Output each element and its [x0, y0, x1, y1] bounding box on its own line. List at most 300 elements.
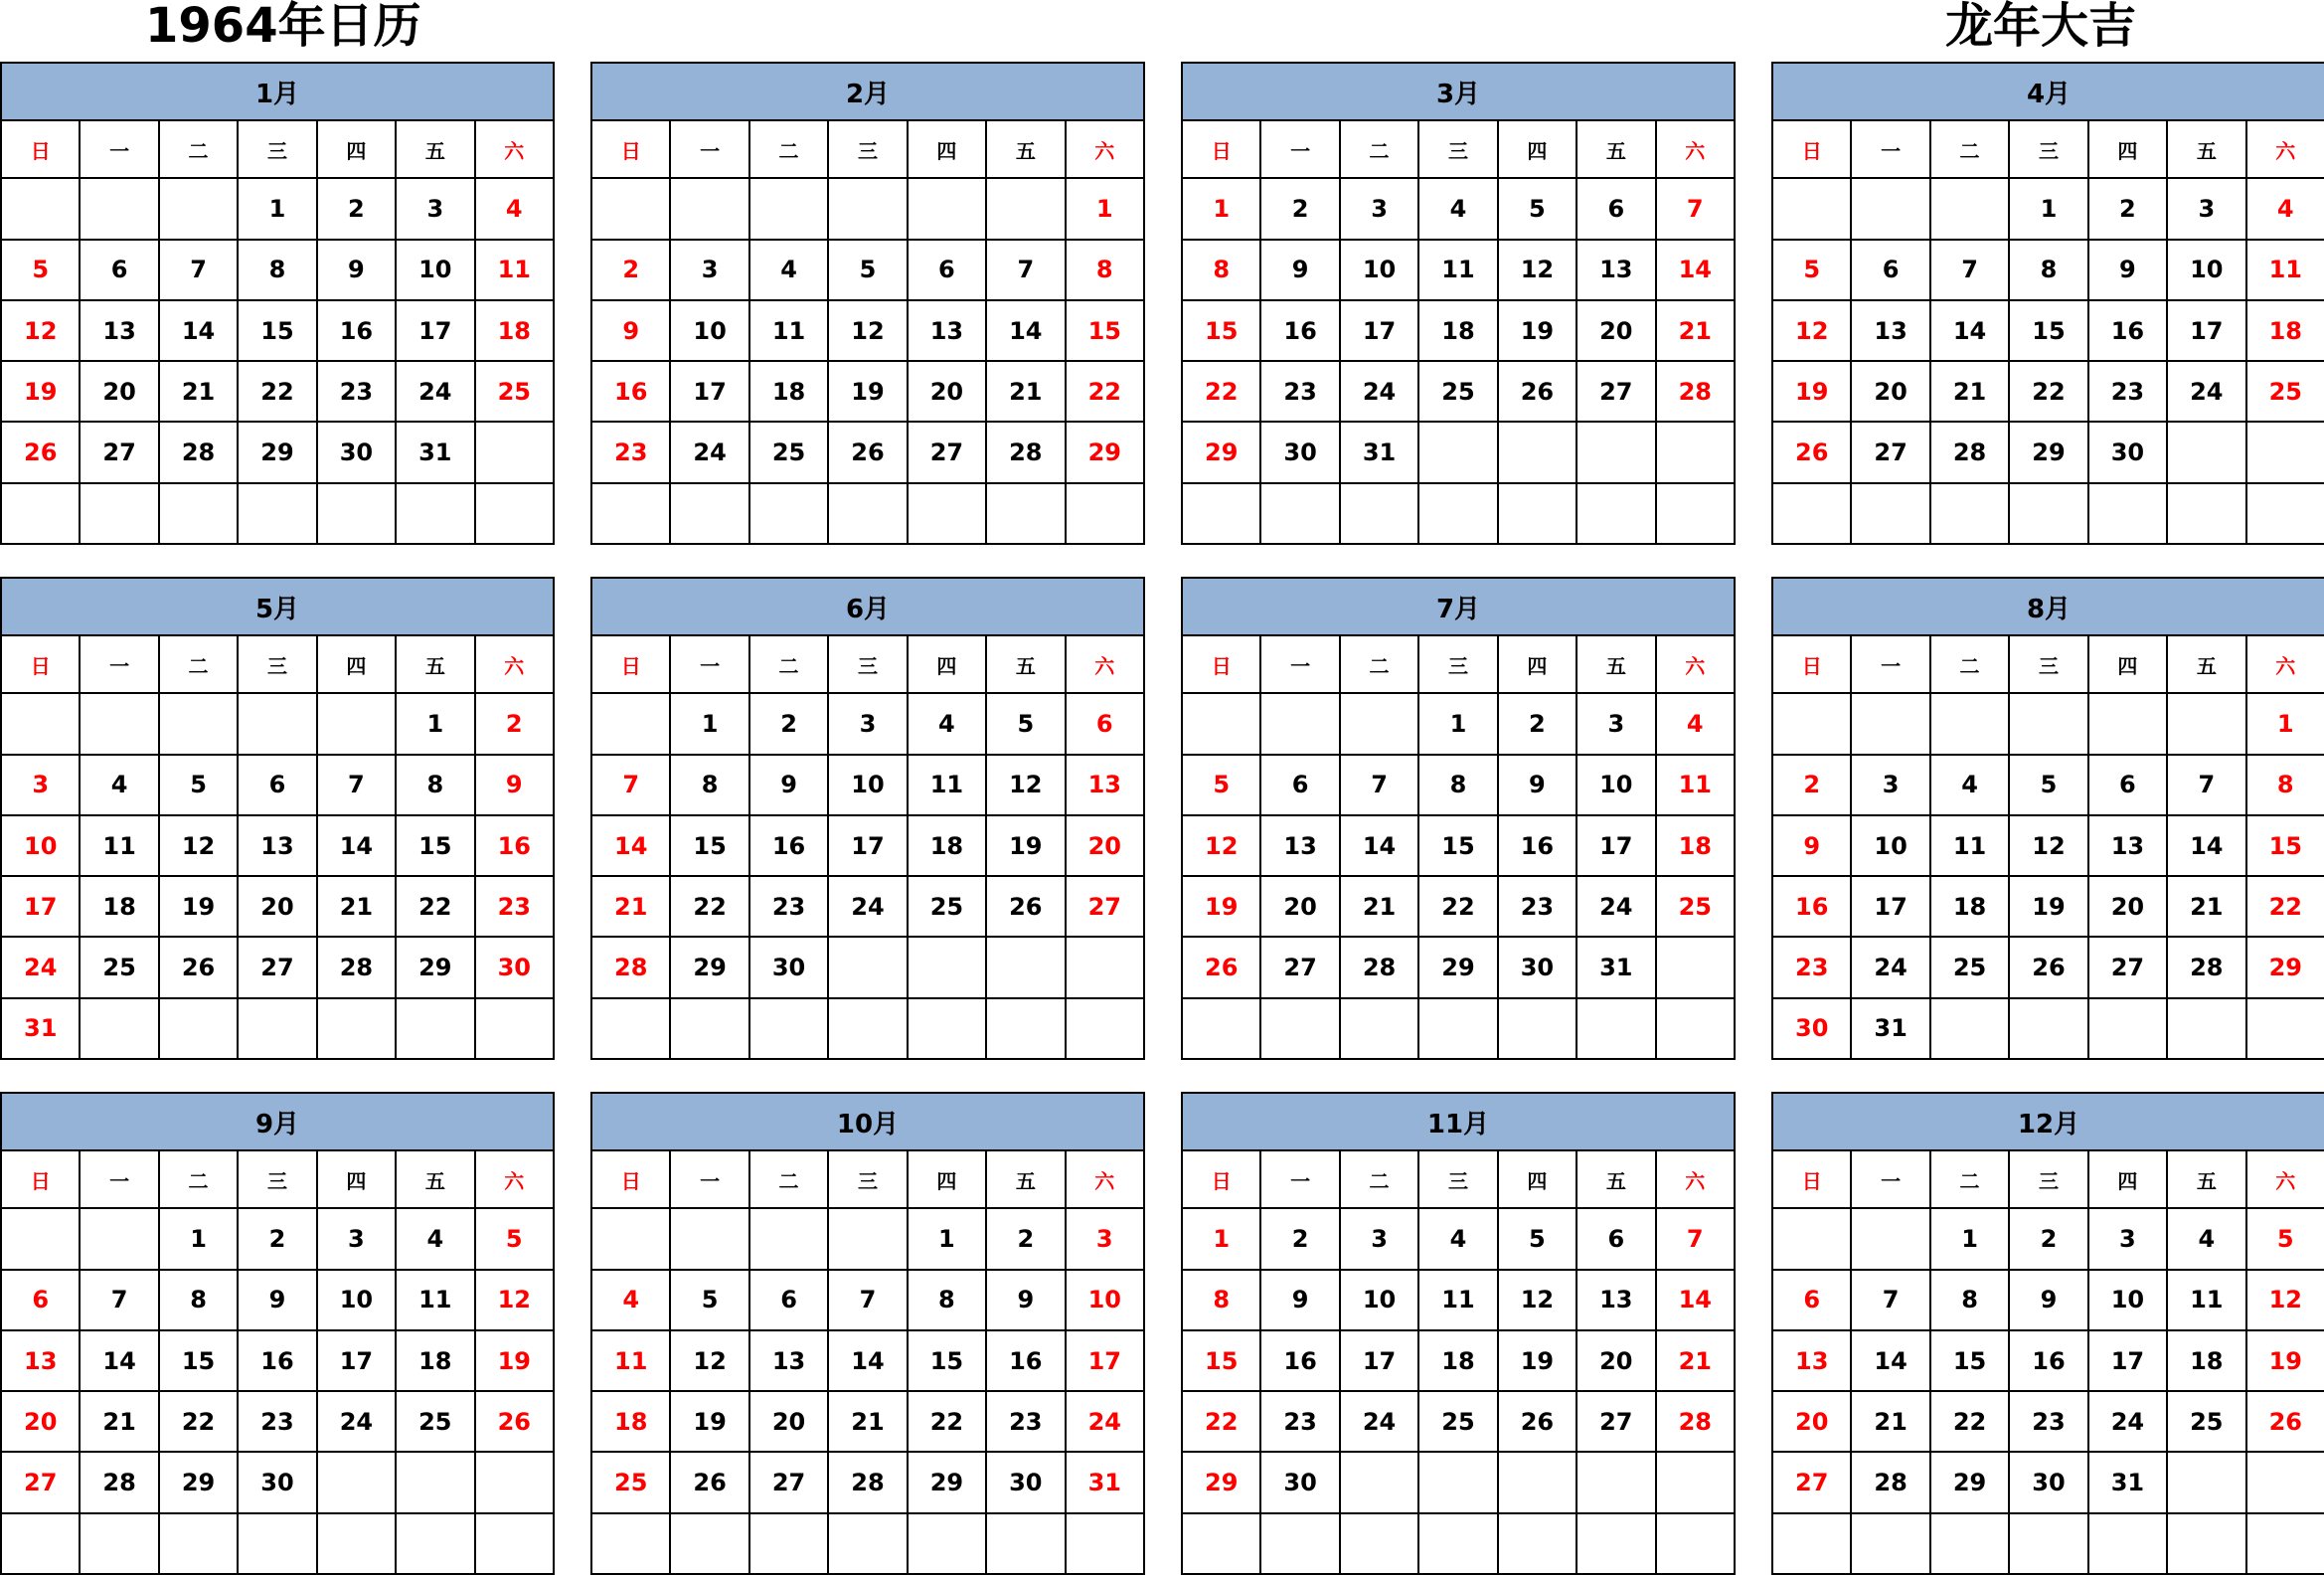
- day-cell: 17: [1577, 815, 1655, 876]
- weekday-label: 三: [828, 120, 907, 178]
- empty-cell: [1498, 483, 1577, 544]
- day-cell: 28: [317, 937, 396, 997]
- empty-cell: [1182, 998, 1260, 1059]
- day-cell: 7: [828, 1270, 907, 1330]
- day-cell: 18: [591, 1391, 670, 1452]
- empty-cell: [1182, 1513, 1260, 1574]
- empty-cell: [1260, 693, 1339, 754]
- day-cell: 1: [1182, 1208, 1260, 1269]
- weekday-label: 六: [1066, 1150, 1144, 1208]
- day-cell: 25: [749, 422, 828, 482]
- day-cell: 24: [396, 361, 474, 422]
- day-cell: 10: [317, 1270, 396, 1330]
- day-cell: 5: [1182, 755, 1260, 815]
- weekday-label: 三: [238, 635, 316, 693]
- day-cell: 24: [1577, 876, 1655, 937]
- empty-cell: [591, 1513, 670, 1574]
- weekday-label: 四: [1498, 635, 1577, 693]
- empty-cell: [238, 483, 316, 544]
- weekday-label: 四: [908, 120, 986, 178]
- day-cell: 20: [1577, 1330, 1655, 1391]
- day-cell: 20: [1066, 815, 1144, 876]
- day-cell: 4: [1418, 178, 1497, 239]
- day-cell: 9: [1498, 755, 1577, 815]
- day-cell: 28: [80, 1452, 158, 1512]
- empty-cell: [80, 483, 158, 544]
- day-cell: 30: [986, 1452, 1065, 1512]
- day-cell: 21: [159, 361, 238, 422]
- empty-cell: [1260, 1513, 1339, 1574]
- day-cell: 13: [238, 815, 316, 876]
- day-cell: 6: [1772, 1270, 1851, 1330]
- weekday-label: 一: [80, 635, 158, 693]
- day-cell: 24: [1340, 1391, 1418, 1452]
- weekday-label: 二: [159, 120, 238, 178]
- empty-cell: [908, 998, 986, 1059]
- empty-cell: [2009, 483, 2087, 544]
- empty-cell: [1, 483, 80, 544]
- day-cell: 22: [1418, 876, 1497, 937]
- day-cell: 21: [1656, 1330, 1735, 1391]
- empty-cell: [1066, 998, 1144, 1059]
- day-cell: 14: [1656, 240, 1735, 300]
- day-cell: 2: [1498, 693, 1577, 754]
- day-cell: 10: [828, 755, 907, 815]
- weekday-label: 二: [159, 635, 238, 693]
- empty-cell: [159, 693, 238, 754]
- empty-cell: [1, 693, 80, 754]
- weekday-label: 三: [2009, 1150, 2087, 1208]
- day-cell: 22: [2246, 876, 2324, 937]
- day-cell: 27: [749, 1452, 828, 1512]
- day-cell: 26: [1772, 422, 1851, 482]
- day-cell: 16: [1260, 300, 1339, 361]
- day-cell: 14: [1656, 1270, 1735, 1330]
- day-cell: 10: [1340, 240, 1418, 300]
- day-cell: 8: [2009, 240, 2087, 300]
- day-cell: 6: [2088, 755, 2167, 815]
- empty-cell: [749, 178, 828, 239]
- day-cell: 3: [1066, 1208, 1144, 1269]
- empty-cell: [1066, 483, 1144, 544]
- day-cell: 1: [1182, 178, 1260, 239]
- empty-cell: [2088, 998, 2167, 1059]
- day-cell: 29: [908, 1452, 986, 1512]
- empty-cell: [475, 483, 554, 544]
- day-cell: 4: [2246, 178, 2324, 239]
- month-header: 9月: [1, 1093, 554, 1150]
- weekday-label: 日: [1, 1150, 80, 1208]
- day-cell: 18: [396, 1330, 474, 1391]
- day-cell: 21: [1851, 1391, 1929, 1452]
- empty-cell: [317, 693, 396, 754]
- day-cell: 30: [1260, 422, 1339, 482]
- day-cell: 14: [2167, 815, 2245, 876]
- empty-cell: [1340, 483, 1418, 544]
- day-cell: 18: [1930, 876, 2009, 937]
- day-cell: 28: [591, 937, 670, 997]
- day-cell: 8: [2246, 755, 2324, 815]
- day-cell: 5: [1772, 240, 1851, 300]
- day-cell: 14: [591, 815, 670, 876]
- month-calendar: [0, 577, 555, 1060]
- day-cell: 27: [1577, 1391, 1655, 1452]
- day-cell: 4: [2167, 1208, 2245, 1269]
- day-cell: 17: [1, 876, 80, 937]
- day-cell: 7: [986, 240, 1065, 300]
- day-cell: 20: [1, 1391, 80, 1452]
- empty-cell: [2167, 998, 2245, 1059]
- empty-cell: [828, 998, 907, 1059]
- day-cell: 26: [475, 1391, 554, 1452]
- day-cell: 22: [908, 1391, 986, 1452]
- empty-cell: [749, 483, 828, 544]
- empty-cell: [1656, 483, 1735, 544]
- empty-cell: [591, 998, 670, 1059]
- day-cell: 9: [1772, 815, 1851, 876]
- day-cell: 6: [1260, 755, 1339, 815]
- page-title: 1964年日历: [145, 0, 421, 54]
- day-cell: 7: [1851, 1270, 1929, 1330]
- day-cell: 20: [1260, 876, 1339, 937]
- day-cell: 16: [591, 361, 670, 422]
- day-cell: 23: [749, 876, 828, 937]
- month-calendar: [0, 62, 555, 545]
- day-cell: 24: [670, 422, 748, 482]
- day-cell: 20: [2088, 876, 2167, 937]
- day-cell: 9: [475, 755, 554, 815]
- day-cell: 1: [2009, 178, 2087, 239]
- day-cell: 3: [317, 1208, 396, 1269]
- day-cell: 4: [475, 178, 554, 239]
- empty-cell: [1851, 483, 1929, 544]
- day-cell: 10: [2167, 240, 2245, 300]
- empty-cell: [986, 483, 1065, 544]
- day-cell: 24: [1340, 361, 1418, 422]
- empty-cell: [2167, 693, 2245, 754]
- weekday-label: 日: [1182, 635, 1260, 693]
- month-calendar: [590, 577, 1145, 1060]
- day-cell: 25: [1418, 1391, 1497, 1452]
- day-cell: 24: [2088, 1391, 2167, 1452]
- empty-cell: [1066, 1513, 1144, 1574]
- day-cell: 30: [749, 937, 828, 997]
- day-cell: 19: [475, 1330, 554, 1391]
- empty-cell: [1577, 1513, 1655, 1574]
- day-cell: 21: [317, 876, 396, 937]
- day-cell: 2: [1260, 1208, 1339, 1269]
- day-cell: 6: [1, 1270, 80, 1330]
- day-cell: 15: [159, 1330, 238, 1391]
- day-cell: 1: [159, 1208, 238, 1269]
- empty-cell: [2246, 483, 2324, 544]
- day-cell: 11: [475, 240, 554, 300]
- day-cell: 13: [1260, 815, 1339, 876]
- weekday-label: 日: [1772, 120, 1851, 178]
- empty-cell: [2088, 693, 2167, 754]
- empty-cell: [159, 483, 238, 544]
- day-cell: 25: [908, 876, 986, 937]
- day-cell: 9: [2009, 1270, 2087, 1330]
- weekday-label: 日: [1, 120, 80, 178]
- day-cell: 7: [591, 755, 670, 815]
- weekday-label: 六: [475, 1150, 554, 1208]
- day-cell: 23: [317, 361, 396, 422]
- day-cell: 2: [475, 693, 554, 754]
- empty-cell: [908, 937, 986, 997]
- day-cell: 31: [1, 998, 80, 1059]
- day-cell: 3: [1340, 178, 1418, 239]
- day-cell: 17: [396, 300, 474, 361]
- empty-cell: [1, 178, 80, 239]
- day-cell: 8: [1418, 755, 1497, 815]
- empty-cell: [1930, 998, 2009, 1059]
- empty-cell: [591, 1208, 670, 1269]
- weekday-label: 三: [828, 635, 907, 693]
- empty-cell: [1851, 178, 1929, 239]
- day-cell: 13: [1772, 1330, 1851, 1391]
- day-cell: 13: [1577, 1270, 1655, 1330]
- day-cell: 10: [1851, 815, 1929, 876]
- weekday-label: 六: [2246, 635, 2324, 693]
- day-cell: 11: [908, 755, 986, 815]
- day-cell: 15: [1182, 300, 1260, 361]
- day-cell: 25: [1656, 876, 1735, 937]
- weekday-label: 一: [80, 120, 158, 178]
- weekday-label: 二: [1340, 635, 1418, 693]
- empty-cell: [986, 1513, 1065, 1574]
- day-cell: 5: [475, 1208, 554, 1269]
- day-cell: 11: [1656, 755, 1735, 815]
- day-cell: 26: [986, 876, 1065, 937]
- day-cell: 8: [396, 755, 474, 815]
- day-cell: 12: [986, 755, 1065, 815]
- day-cell: 20: [80, 361, 158, 422]
- day-cell: 23: [475, 876, 554, 937]
- day-cell: 20: [749, 1391, 828, 1452]
- day-cell: 12: [670, 1330, 748, 1391]
- day-cell: 30: [317, 422, 396, 482]
- day-cell: 12: [2009, 815, 2087, 876]
- day-cell: 6: [1577, 178, 1655, 239]
- day-cell: 11: [749, 300, 828, 361]
- empty-cell: [2246, 422, 2324, 482]
- weekday-label: 五: [2167, 635, 2245, 693]
- day-cell: 27: [238, 937, 316, 997]
- empty-cell: [2167, 422, 2245, 482]
- day-cell: 15: [1418, 815, 1497, 876]
- day-cell: 14: [1851, 1330, 1929, 1391]
- day-cell: 27: [2088, 937, 2167, 997]
- day-cell: 16: [749, 815, 828, 876]
- empty-cell: [159, 1513, 238, 1574]
- day-cell: 12: [159, 815, 238, 876]
- weekday-label: 一: [670, 635, 748, 693]
- weekday-label: 五: [396, 1150, 474, 1208]
- empty-cell: [1930, 483, 2009, 544]
- day-cell: 29: [1930, 1452, 2009, 1512]
- day-cell: 29: [1182, 1452, 1260, 1512]
- day-cell: 8: [159, 1270, 238, 1330]
- empty-cell: [1498, 1452, 1577, 1512]
- empty-cell: [80, 178, 158, 239]
- day-cell: 24: [317, 1391, 396, 1452]
- empty-cell: [317, 998, 396, 1059]
- day-cell: 3: [670, 240, 748, 300]
- day-cell: 29: [670, 937, 748, 997]
- day-cell: 19: [1182, 876, 1260, 937]
- weekday-label: 五: [986, 635, 1065, 693]
- month-calendar: [1771, 62, 2324, 545]
- day-cell: 11: [591, 1330, 670, 1391]
- day-cell: 10: [1, 815, 80, 876]
- day-cell: 3: [828, 693, 907, 754]
- weekday-label: 日: [1182, 120, 1260, 178]
- weekday-label: 日: [591, 1150, 670, 1208]
- weekday-label: 五: [2167, 120, 2245, 178]
- day-cell: 15: [2009, 300, 2087, 361]
- day-cell: 26: [2246, 1391, 2324, 1452]
- day-cell: 20: [238, 876, 316, 937]
- empty-cell: [1656, 1513, 1735, 1574]
- day-cell: 30: [2088, 422, 2167, 482]
- empty-cell: [749, 1208, 828, 1269]
- day-cell: 17: [828, 815, 907, 876]
- weekday-label: 三: [828, 1150, 907, 1208]
- weekday-label: 三: [1418, 120, 1497, 178]
- weekday-label: 三: [238, 1150, 316, 1208]
- empty-cell: [317, 1513, 396, 1574]
- day-cell: 18: [1418, 300, 1497, 361]
- day-cell: 19: [159, 876, 238, 937]
- empty-cell: [80, 1513, 158, 1574]
- month-header: 8月: [1772, 578, 2324, 635]
- weekday-label: 一: [1851, 1150, 1929, 1208]
- empty-cell: [908, 178, 986, 239]
- day-cell: 6: [80, 240, 158, 300]
- day-cell: 17: [1066, 1330, 1144, 1391]
- empty-cell: [1930, 1513, 2009, 1574]
- day-cell: 17: [1340, 300, 1418, 361]
- day-cell: 1: [1066, 178, 1144, 239]
- day-cell: 10: [2088, 1270, 2167, 1330]
- day-cell: 16: [1260, 1330, 1339, 1391]
- empty-cell: [749, 998, 828, 1059]
- day-cell: 28: [1930, 422, 2009, 482]
- month-calendar: [1181, 62, 1736, 545]
- day-cell: 5: [1498, 1208, 1577, 1269]
- day-cell: 18: [80, 876, 158, 937]
- empty-cell: [828, 178, 907, 239]
- empty-cell: [749, 1513, 828, 1574]
- day-cell: 1: [1930, 1208, 2009, 1269]
- day-cell: 3: [1851, 755, 1929, 815]
- month-calendar: [590, 1092, 1145, 1575]
- day-cell: 8: [238, 240, 316, 300]
- day-cell: 9: [591, 300, 670, 361]
- day-cell: 18: [1656, 815, 1735, 876]
- day-cell: 22: [238, 361, 316, 422]
- day-cell: 5: [159, 755, 238, 815]
- empty-cell: [986, 178, 1065, 239]
- weekday-label: 二: [159, 1150, 238, 1208]
- day-cell: 31: [1340, 422, 1418, 482]
- empty-cell: [1, 1208, 80, 1269]
- day-cell: 10: [1066, 1270, 1144, 1330]
- day-cell: 23: [2009, 1391, 2087, 1452]
- day-cell: 14: [1930, 300, 2009, 361]
- weekday-label: 五: [986, 1150, 1065, 1208]
- empty-cell: [1930, 178, 2009, 239]
- day-cell: 29: [238, 422, 316, 482]
- weekday-label: 六: [1656, 635, 1735, 693]
- empty-cell: [986, 998, 1065, 1059]
- day-cell: 13: [1577, 240, 1655, 300]
- day-cell: 30: [238, 1452, 316, 1512]
- weekday-label: 一: [80, 1150, 158, 1208]
- weekday-label: 五: [986, 120, 1065, 178]
- day-cell: 1: [238, 178, 316, 239]
- empty-cell: [1182, 693, 1260, 754]
- day-cell: 31: [2088, 1452, 2167, 1512]
- empty-cell: [317, 483, 396, 544]
- day-cell: 11: [1930, 815, 2009, 876]
- day-cell: 29: [1418, 937, 1497, 997]
- day-cell: 14: [80, 1330, 158, 1391]
- empty-cell: [1577, 422, 1655, 482]
- day-cell: 28: [1656, 1391, 1735, 1452]
- day-cell: 13: [749, 1330, 828, 1391]
- weekday-label: 四: [908, 1150, 986, 1208]
- day-cell: 5: [1498, 178, 1577, 239]
- day-cell: 6: [1066, 693, 1144, 754]
- day-cell: 19: [2246, 1330, 2324, 1391]
- day-cell: 3: [1577, 693, 1655, 754]
- day-cell: 12: [2246, 1270, 2324, 1330]
- empty-cell: [1656, 937, 1735, 997]
- empty-cell: [396, 998, 474, 1059]
- day-cell: 25: [2246, 361, 2324, 422]
- day-cell: 4: [396, 1208, 474, 1269]
- day-cell: 13: [1, 1330, 80, 1391]
- empty-cell: [1260, 998, 1339, 1059]
- day-cell: 2: [1772, 755, 1851, 815]
- empty-cell: [1772, 483, 1851, 544]
- day-cell: 6: [908, 240, 986, 300]
- day-cell: 23: [1260, 1391, 1339, 1452]
- day-cell: 8: [1182, 240, 1260, 300]
- weekday-label: 二: [749, 120, 828, 178]
- empty-cell: [475, 422, 554, 482]
- day-cell: 12: [828, 300, 907, 361]
- empty-cell: [1498, 998, 1577, 1059]
- empty-cell: [2009, 693, 2087, 754]
- day-cell: 10: [1577, 755, 1655, 815]
- day-cell: 24: [2167, 361, 2245, 422]
- day-cell: 15: [670, 815, 748, 876]
- empty-cell: [396, 483, 474, 544]
- empty-cell: [1182, 483, 1260, 544]
- empty-cell: [1656, 422, 1735, 482]
- day-cell: 2: [2009, 1208, 2087, 1269]
- day-cell: 25: [475, 361, 554, 422]
- day-cell: 27: [1772, 1452, 1851, 1512]
- day-cell: 12: [1498, 1270, 1577, 1330]
- empty-cell: [2167, 1513, 2245, 1574]
- day-cell: 28: [1851, 1452, 1929, 1512]
- empty-cell: [670, 178, 748, 239]
- empty-cell: [670, 483, 748, 544]
